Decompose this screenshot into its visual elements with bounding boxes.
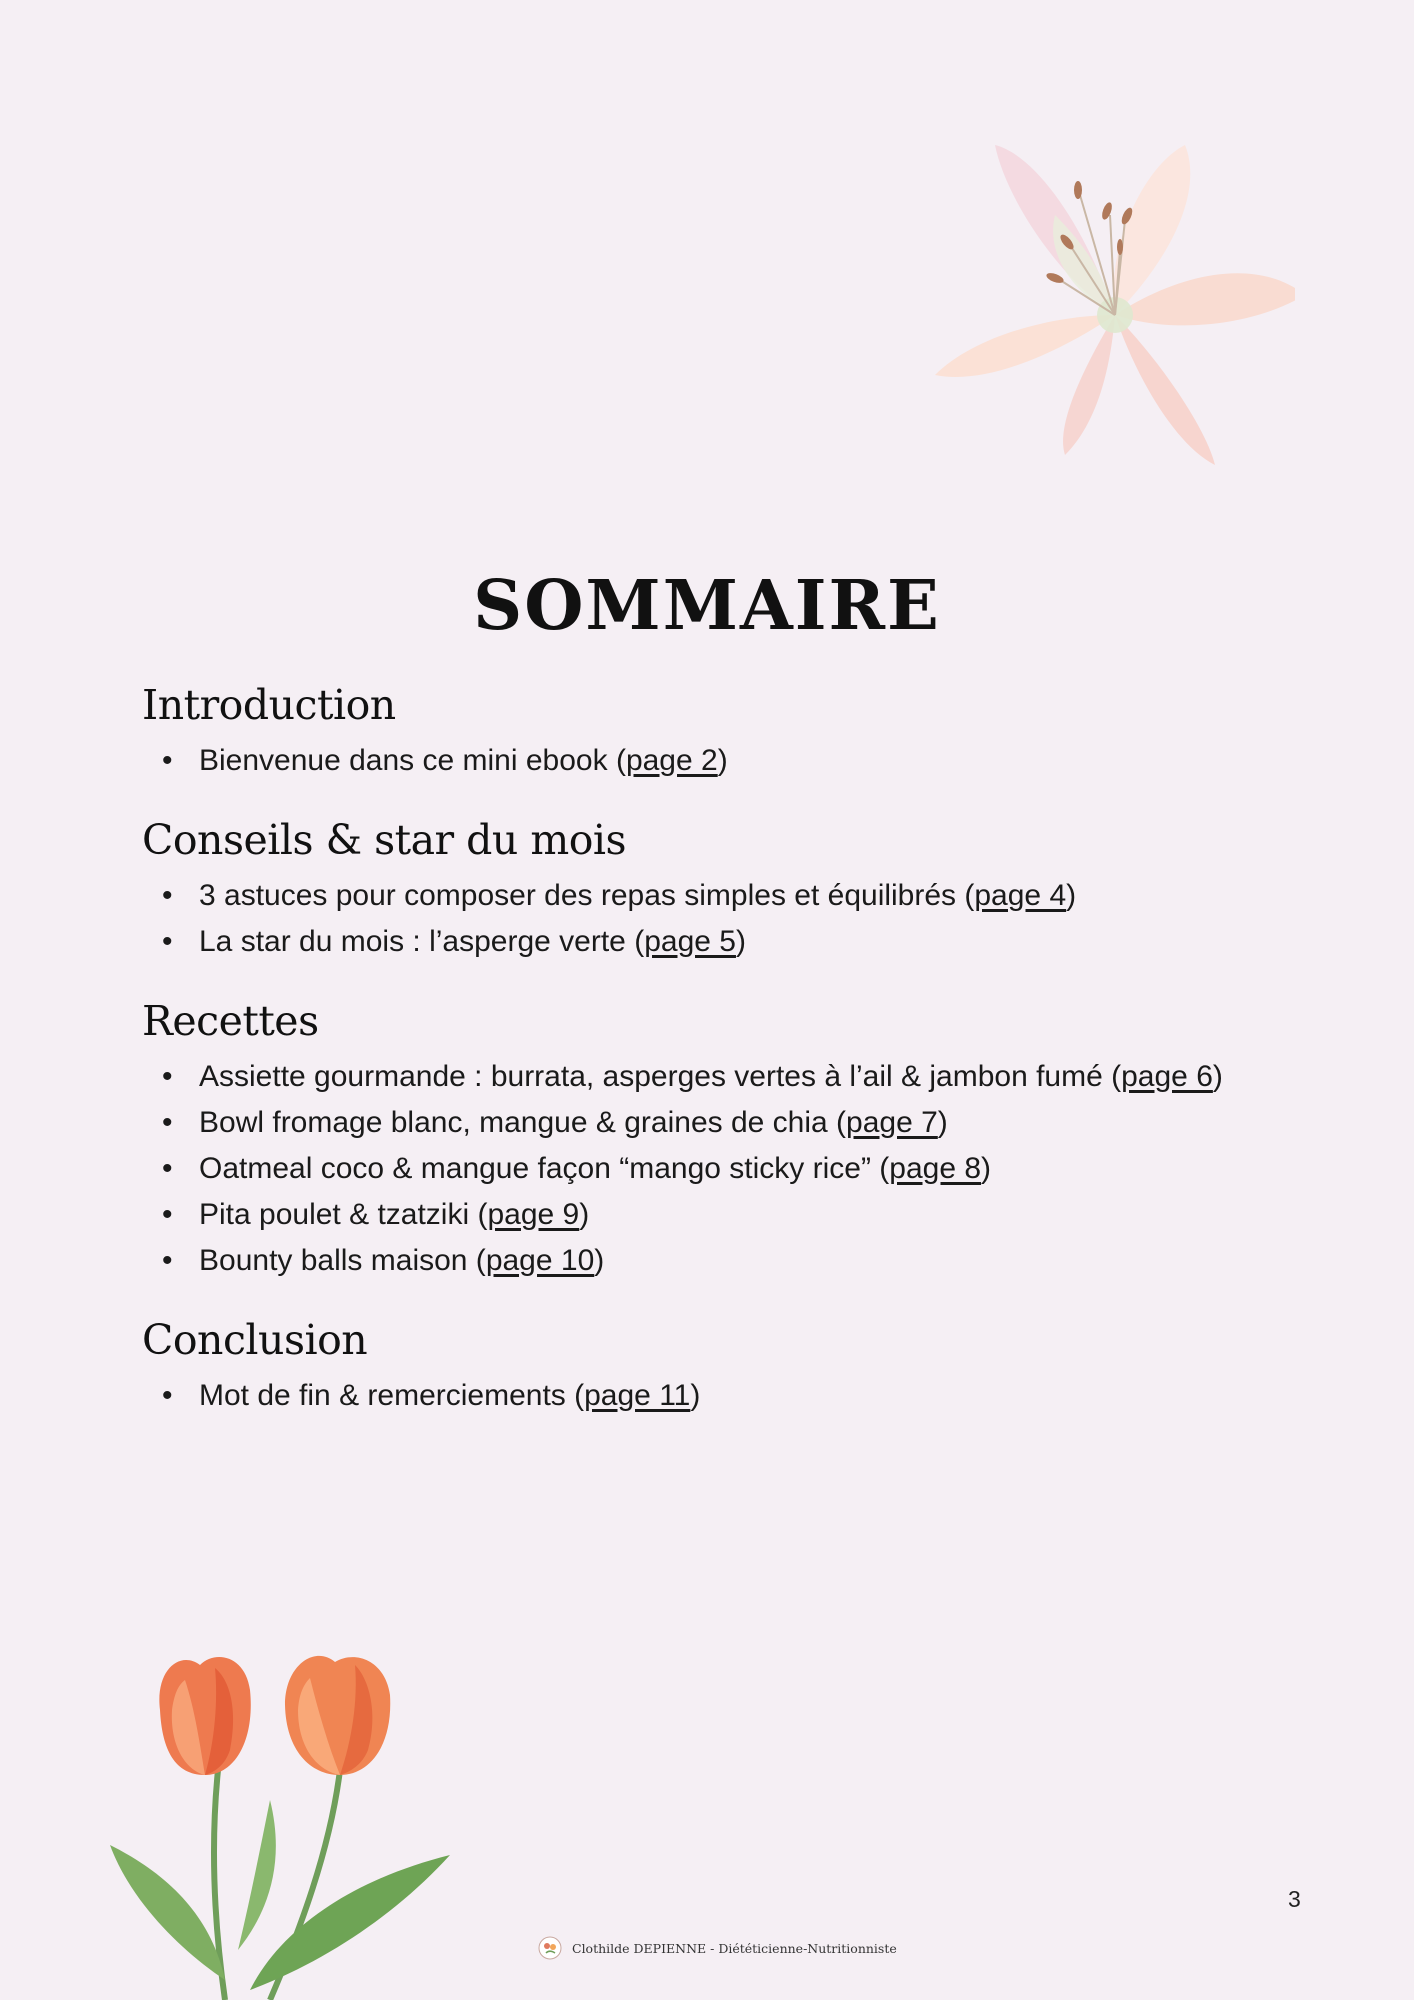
toc-item: • Oatmeal coco & mangue façon “mango sticky rice” (page 8) (142, 1146, 1292, 1192)
table-of-contents (142, 680, 1292, 1450)
toc-item: • Assiette gourmande : burrata, asperges vertes à l’ail & jambon fumé (page 6) (142, 1054, 1292, 1100)
page-title: SOMMAIRE (473, 565, 941, 646)
page-link[interactable]: page 2 (625, 744, 718, 777)
section-items (142, 738, 1292, 784)
page-link[interactable]: page 7 (846, 1106, 938, 1139)
page-link[interactable]: page 9 (487, 1198, 580, 1231)
toc-section-conclusion (142, 1315, 1292, 1419)
section-heading: Conclusion (142, 1316, 368, 1364)
toc-section-conseils (142, 815, 1292, 965)
toc-item: • Bounty balls maison (page 10) (142, 1238, 1292, 1284)
section-items (142, 873, 1292, 965)
page-link[interactable]: page 6 (1121, 1060, 1213, 1093)
page-link[interactable]: page 8 (889, 1152, 982, 1185)
toc-section-introduction (142, 680, 1292, 784)
tulips-illustration (100, 1650, 470, 2000)
section-heading: Recettes (142, 997, 319, 1045)
section-heading: Introduction (142, 681, 396, 729)
toc-item: • Bowl fromage blanc, mangue & graines de chia (page 7) (142, 1100, 1292, 1146)
page-link[interactable]: page 5 (644, 925, 736, 958)
page-link[interactable]: page 10 (485, 1244, 595, 1277)
footer (538, 1936, 897, 1960)
toc-item: • La star du mois : l’asperge verte (page 5) (142, 919, 1292, 965)
page-link[interactable]: page 4 (974, 879, 1067, 912)
section-heading: Conseils & star du mois (142, 816, 627, 864)
logo-icon (538, 1936, 562, 1960)
section-items (142, 1373, 1292, 1419)
footer-text: Clothilde DEPIENNE - Diététicienne-Nutritionniste (572, 1940, 897, 1956)
toc-item: • Bienvenue dans ce mini ebook (page 2) (142, 738, 1292, 784)
page-link[interactable]: page 11 (584, 1379, 691, 1412)
lily-flower-illustration (915, 135, 1295, 470)
section-items (142, 1054, 1292, 1284)
toc-item: • Mot de fin & remerciements (page 11) (142, 1373, 1292, 1419)
toc-section-recettes (142, 996, 1292, 1284)
toc-item: • Pita poulet & tzatziki (page 9) (142, 1192, 1292, 1238)
page-number: 3 (1288, 1886, 1301, 1912)
toc-item: • 3 astuces pour composer des repas simples et équilibrés (page 4) (142, 873, 1292, 919)
